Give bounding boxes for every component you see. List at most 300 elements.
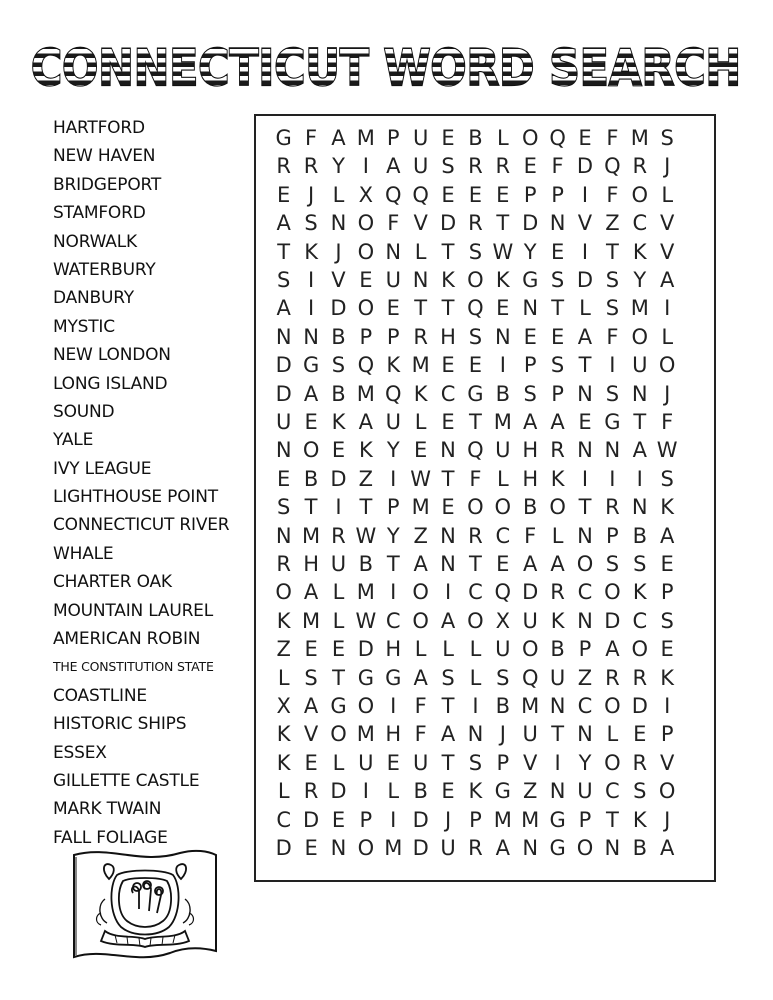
grid-letter[interactable]: E: [523, 324, 537, 349]
grid-letter[interactable]: H: [385, 722, 402, 747]
grid-letter[interactable]: G: [302, 353, 320, 378]
grid-letter[interactable]: U: [276, 410, 292, 434]
grid-letter[interactable]: U: [549, 665, 566, 690]
grid-letter[interactable]: D: [631, 694, 648, 718]
grid-letter[interactable]: L: [606, 722, 619, 747]
grid-letter[interactable]: G: [357, 665, 374, 690]
grid-letter[interactable]: E: [359, 268, 373, 292]
grid-letter[interactable]: N: [440, 523, 456, 548]
grid-letter[interactable]: B: [632, 523, 647, 548]
grid-letter[interactable]: O: [604, 694, 621, 718]
grid-letter[interactable]: E: [496, 296, 510, 321]
grid-letter[interactable]: U: [385, 268, 401, 292]
grid-letter[interactable]: K: [660, 495, 675, 520]
grid-letter[interactable]: K: [550, 608, 565, 633]
grid-letter[interactable]: O: [494, 495, 512, 520]
grid-letter[interactable]: O: [631, 182, 649, 207]
grid-letter[interactable]: O: [467, 495, 484, 520]
grid-letter[interactable]: M: [493, 807, 512, 832]
grid-letter[interactable]: X: [495, 608, 511, 633]
grid-letter[interactable]: L: [551, 523, 564, 548]
grid-letter[interactable]: E: [331, 637, 346, 662]
grid-letter[interactable]: C: [385, 608, 401, 633]
grid-letter[interactable]: V: [577, 211, 593, 236]
grid-letter[interactable]: I: [390, 807, 397, 832]
grid-letter[interactable]: O: [467, 268, 484, 292]
grid-letter[interactable]: D: [522, 580, 539, 605]
grid-letter[interactable]: E: [304, 836, 318, 860]
grid-letter[interactable]: P: [386, 324, 400, 349]
grid-letter[interactable]: F: [305, 126, 318, 150]
grid-letter[interactable]: L: [661, 324, 674, 349]
grid-letter[interactable]: S: [550, 268, 565, 292]
grid-letter[interactable]: W: [656, 438, 678, 463]
grid-letter[interactable]: A: [550, 552, 565, 576]
grid-letter[interactable]: T: [332, 665, 345, 690]
grid-letter[interactable]: T: [551, 722, 565, 747]
grid-letter[interactable]: S: [605, 552, 620, 576]
grid-letter[interactable]: B: [550, 637, 565, 662]
grid-letter[interactable]: I: [609, 466, 616, 491]
grid-letter[interactable]: F: [387, 211, 400, 236]
grid-letter[interactable]: J: [499, 722, 506, 747]
grid-letter[interactable]: Z: [276, 637, 291, 662]
grid-letter[interactable]: K: [276, 722, 291, 747]
grid-letter[interactable]: B: [358, 552, 374, 576]
grid-letter[interactable]: P: [523, 182, 537, 207]
grid-letter[interactable]: S: [660, 126, 674, 150]
grid-letter[interactable]: I: [581, 239, 589, 264]
grid-letter[interactable]: W: [492, 239, 514, 264]
grid-letter[interactable]: I: [390, 694, 397, 718]
grid-letter[interactable]: A: [659, 836, 675, 860]
grid-letter[interactable]: S: [605, 381, 620, 406]
grid-letter[interactable]: V: [303, 722, 319, 747]
grid-letter[interactable]: L: [332, 608, 345, 633]
grid-letter[interactable]: P: [660, 580, 674, 605]
grid-letter[interactable]: C: [577, 580, 593, 605]
grid-letter[interactable]: F: [606, 324, 619, 349]
grid-letter[interactable]: A: [605, 637, 620, 662]
grid-letter[interactable]: X: [276, 694, 291, 718]
grid-letter[interactable]: N: [522, 296, 539, 321]
grid-letter[interactable]: D: [330, 779, 347, 804]
grid-letter[interactable]: T: [441, 750, 455, 775]
grid-letter[interactable]: W: [355, 608, 377, 633]
grid-letter[interactable]: E: [304, 750, 318, 775]
grid-letter[interactable]: N: [330, 836, 347, 860]
grid-letter[interactable]: O: [521, 637, 539, 662]
grid-letter[interactable]: R: [632, 154, 648, 179]
grid-letter[interactable]: S: [277, 495, 291, 520]
grid-letter[interactable]: N: [412, 268, 429, 292]
grid-letter[interactable]: G: [275, 126, 292, 150]
grid-letter[interactable]: Y: [386, 523, 400, 548]
grid-letter[interactable]: U: [358, 750, 374, 775]
grid-letter[interactable]: A: [632, 438, 647, 463]
grid-letter[interactable]: T: [386, 552, 400, 576]
grid-letter[interactable]: L: [661, 182, 674, 207]
grid-letter[interactable]: O: [412, 608, 429, 633]
grid-letter[interactable]: D: [604, 608, 621, 633]
grid-letter[interactable]: D: [412, 807, 429, 832]
grid-letter[interactable]: Q: [549, 126, 566, 150]
grid-letter[interactable]: L: [496, 466, 509, 491]
grid-letter[interactable]: E: [578, 126, 592, 150]
grid-letter[interactable]: A: [331, 126, 346, 150]
grid-letter[interactable]: Z: [523, 779, 538, 804]
grid-letter[interactable]: D: [275, 381, 292, 406]
grid-letter[interactable]: A: [523, 552, 538, 576]
grid-letter[interactable]: E: [496, 182, 510, 207]
grid-letter[interactable]: J: [664, 154, 671, 179]
grid-letter[interactable]: S: [304, 211, 318, 236]
grid-letter[interactable]: O: [330, 722, 347, 747]
grid-letter[interactable]: T: [551, 296, 565, 321]
grid-letter[interactable]: E: [550, 324, 565, 349]
grid-letter[interactable]: M: [521, 807, 540, 832]
grid-letter[interactable]: V: [523, 750, 538, 775]
grid-letter[interactable]: E: [441, 126, 455, 150]
grid-letter[interactable]: R: [413, 324, 428, 349]
grid-letter[interactable]: R: [605, 495, 620, 520]
grid-letter[interactable]: T: [441, 239, 455, 264]
grid-letter[interactable]: E: [386, 750, 400, 775]
grid-letter[interactable]: C: [632, 211, 648, 236]
grid-letter[interactable]: S: [331, 353, 346, 378]
grid-letter[interactable]: N: [440, 438, 456, 463]
grid-letter[interactable]: D: [439, 211, 457, 236]
grid-letter[interactable]: N: [577, 608, 593, 633]
grid-letter[interactable]: A: [386, 154, 401, 179]
grid-letter[interactable]: K: [276, 750, 291, 775]
grid-letter[interactable]: L: [414, 239, 427, 264]
grid-letter[interactable]: N: [549, 211, 566, 236]
grid-letter[interactable]: O: [302, 438, 320, 463]
grid-letter[interactable]: U: [632, 353, 648, 378]
grid-letter[interactable]: U: [440, 836, 456, 860]
grid-letter[interactable]: O: [576, 552, 594, 576]
grid-letter[interactable]: O: [658, 353, 676, 378]
grid-letter[interactable]: G: [494, 779, 511, 804]
grid-letter[interactable]: O: [576, 836, 594, 860]
grid-letter[interactable]: N: [494, 324, 511, 349]
grid-letter[interactable]: U: [385, 410, 401, 434]
grid-letter[interactable]: T: [605, 239, 619, 264]
grid-letter[interactable]: I: [335, 495, 342, 520]
grid-letter[interactable]: C: [605, 779, 620, 804]
grid-letter[interactable]: V: [659, 211, 675, 236]
grid-letter[interactable]: S: [605, 268, 620, 292]
grid-letter[interactable]: B: [303, 466, 319, 491]
grid-letter[interactable]: O: [549, 495, 566, 520]
grid-letter[interactable]: E: [496, 552, 510, 576]
grid-letter[interactable]: E: [578, 410, 592, 434]
grid-letter[interactable]: I: [362, 779, 369, 804]
grid-letter[interactable]: O: [275, 580, 292, 605]
grid-letter[interactable]: S: [633, 552, 647, 576]
grid-letter[interactable]: A: [659, 268, 675, 292]
grid-letter[interactable]: T: [441, 694, 455, 718]
grid-letter[interactable]: I: [664, 296, 671, 321]
grid-letter[interactable]: R: [303, 779, 319, 804]
grid-letter[interactable]: D: [357, 637, 374, 662]
grid-letter[interactable]: K: [632, 580, 647, 605]
grid-letter[interactable]: L: [469, 665, 482, 690]
grid-letter[interactable]: R: [605, 665, 620, 690]
grid-letter[interactable]: N: [604, 438, 621, 463]
grid-letter[interactable]: A: [495, 836, 510, 860]
grid-letter[interactable]: O: [467, 608, 484, 633]
grid-letter[interactable]: N: [631, 495, 648, 520]
grid-letter[interactable]: L: [332, 182, 345, 207]
grid-letter[interactable]: K: [660, 665, 675, 690]
grid-letter[interactable]: G: [385, 665, 402, 690]
grid-letter[interactable]: P: [386, 495, 400, 520]
grid-letter[interactable]: I: [499, 353, 506, 378]
grid-letter[interactable]: S: [304, 665, 318, 690]
grid-letter[interactable]: H: [522, 438, 539, 463]
grid-letter[interactable]: M: [521, 694, 540, 718]
grid-letter[interactable]: L: [579, 296, 591, 321]
grid-letter[interactable]: L: [277, 779, 290, 804]
grid-letter[interactable]: M: [302, 523, 321, 548]
grid-letter[interactable]: L: [277, 665, 290, 690]
grid-letter[interactable]: D: [275, 353, 292, 378]
grid-letter[interactable]: O: [631, 324, 649, 349]
grid-letter[interactable]: I: [664, 694, 671, 718]
grid-letter[interactable]: A: [303, 381, 319, 406]
grid-letter[interactable]: H: [385, 637, 402, 662]
grid-letter[interactable]: S: [605, 296, 620, 321]
grid-letter[interactable]: T: [469, 410, 482, 434]
grid-letter[interactable]: P: [578, 807, 592, 832]
grid-letter[interactable]: A: [659, 523, 675, 548]
grid-letter[interactable]: Q: [467, 296, 484, 321]
grid-letter[interactable]: P: [660, 722, 674, 747]
grid-letter[interactable]: A: [358, 410, 374, 434]
grid-letter[interactable]: R: [495, 154, 511, 179]
grid-letter[interactable]: R: [276, 552, 291, 576]
grid-letter[interactable]: S: [660, 466, 674, 491]
grid-letter[interactable]: K: [413, 381, 428, 406]
grid-letter[interactable]: G: [467, 381, 484, 406]
grid-letter[interactable]: A: [440, 608, 456, 633]
grid-letter[interactable]: U: [495, 438, 511, 463]
grid-letter[interactable]: R: [468, 523, 483, 548]
grid-letter[interactable]: S: [660, 608, 674, 633]
grid-letter[interactable]: K: [550, 466, 565, 491]
grid-letter[interactable]: U: [495, 637, 511, 662]
grid-letter[interactable]: D: [576, 268, 594, 292]
grid-letter[interactable]: T: [469, 552, 482, 576]
grid-letter[interactable]: L: [442, 637, 454, 662]
grid-letter[interactable]: T: [496, 211, 510, 236]
grid-letter[interactable]: W: [355, 523, 377, 548]
grid-letter[interactable]: S: [441, 665, 455, 690]
grid-letter[interactable]: T: [578, 495, 592, 520]
grid-letter[interactable]: T: [359, 495, 373, 520]
grid-letter[interactable]: K: [632, 807, 647, 832]
grid-letter[interactable]: N: [330, 211, 347, 236]
grid-letter[interactable]: E: [277, 466, 291, 491]
grid-letter[interactable]: N: [522, 836, 539, 860]
grid-letter[interactable]: E: [331, 438, 346, 463]
grid-letter[interactable]: A: [413, 552, 428, 576]
grid-letter[interactable]: M: [356, 580, 375, 605]
grid-letter[interactable]: S: [468, 750, 483, 775]
grid-letter[interactable]: G: [330, 694, 347, 718]
grid-letter[interactable]: R: [632, 750, 648, 775]
grid-letter[interactable]: N: [385, 239, 402, 264]
grid-letter[interactable]: N: [577, 722, 593, 747]
grid-letter[interactable]: I: [307, 268, 315, 292]
grid-letter[interactable]: Q: [357, 353, 375, 378]
grid-letter[interactable]: O: [357, 239, 375, 264]
grid-letter[interactable]: Q: [604, 154, 621, 179]
grid-letter[interactable]: L: [469, 637, 482, 662]
grid-letter[interactable]: E: [331, 807, 346, 832]
grid-letter[interactable]: Q: [384, 381, 402, 406]
grid-letter[interactable]: N: [440, 552, 456, 576]
grid-letter[interactable]: L: [387, 779, 400, 804]
grid-letter[interactable]: I: [554, 750, 561, 775]
grid-letter[interactable]: O: [658, 779, 676, 804]
grid-letter[interactable]: A: [276, 296, 291, 321]
grid-letter[interactable]: E: [441, 495, 455, 520]
grid-letter[interactable]: T: [441, 296, 455, 321]
grid-letter[interactable]: K: [632, 239, 647, 264]
grid-letter[interactable]: C: [468, 580, 483, 605]
grid-letter[interactable]: M: [356, 126, 375, 150]
grid-letter[interactable]: B: [468, 126, 483, 150]
grid-letter[interactable]: M: [356, 381, 375, 406]
grid-letter[interactable]: I: [390, 466, 397, 491]
grid-letter[interactable]: E: [550, 239, 565, 264]
grid-letter[interactable]: B: [331, 381, 346, 406]
grid-letter[interactable]: F: [414, 694, 427, 718]
grid-letter[interactable]: F: [551, 154, 564, 179]
grid-letter[interactable]: W: [410, 466, 432, 491]
grid-letter[interactable]: C: [577, 694, 593, 718]
grid-letter[interactable]: P: [469, 807, 482, 832]
grid-letter[interactable]: S: [277, 268, 291, 292]
grid-letter[interactable]: G: [604, 410, 621, 434]
grid-letter[interactable]: A: [550, 410, 565, 434]
grid-letter[interactable]: L: [414, 410, 427, 434]
grid-letter[interactable]: O: [604, 580, 621, 605]
grid-letter[interactable]: P: [359, 807, 373, 832]
grid-letter[interactable]: C: [495, 523, 511, 548]
grid-letter[interactable]: K: [495, 268, 510, 292]
grid-letter[interactable]: A: [413, 665, 428, 690]
grid-letter[interactable]: E: [441, 779, 455, 804]
grid-letter[interactable]: J: [444, 807, 452, 832]
grid-letter[interactable]: Y: [523, 239, 537, 264]
grid-letter[interactable]: S: [441, 154, 455, 179]
grid-letter[interactable]: I: [307, 296, 315, 321]
grid-letter[interactable]: J: [307, 182, 315, 207]
grid-letter[interactable]: L: [496, 126, 509, 150]
grid-letter[interactable]: U: [330, 552, 347, 576]
grid-letter[interactable]: M: [411, 353, 430, 378]
grid-letter[interactable]: Z: [413, 523, 428, 548]
grid-letter[interactable]: K: [276, 608, 291, 633]
grid-letter[interactable]: R: [632, 665, 648, 690]
grid-letter[interactable]: P: [386, 126, 400, 150]
grid-letter[interactable]: P: [551, 381, 564, 406]
grid-letter[interactable]: S: [468, 324, 483, 349]
grid-letter[interactable]: O: [631, 637, 649, 662]
grid-letter[interactable]: A: [440, 722, 456, 747]
grid-letter[interactable]: J: [664, 807, 671, 832]
grid-letter[interactable]: L: [414, 637, 427, 662]
grid-letter[interactable]: N: [549, 694, 566, 718]
grid-letter[interactable]: S: [550, 353, 565, 378]
grid-letter[interactable]: R: [468, 211, 483, 236]
grid-letter[interactable]: U: [412, 750, 429, 775]
grid-letter[interactable]: M: [384, 836, 403, 860]
grid-letter[interactable]: P: [359, 324, 373, 349]
grid-letter[interactable]: D: [303, 807, 320, 832]
grid-letter[interactable]: H: [522, 466, 539, 491]
grid-letter[interactable]: E: [304, 637, 318, 662]
grid-letter[interactable]: O: [357, 296, 375, 321]
grid-letter[interactable]: N: [577, 523, 593, 548]
grid-letter[interactable]: Z: [577, 665, 593, 690]
grid-letter[interactable]: T: [414, 296, 428, 321]
grid-letter[interactable]: M: [630, 296, 649, 321]
grid-letter[interactable]: L: [332, 750, 345, 775]
grid-letter[interactable]: I: [609, 353, 616, 378]
grid-letter[interactable]: K: [386, 353, 401, 378]
grid-letter[interactable]: N: [275, 523, 292, 548]
grid-letter[interactable]: I: [472, 694, 479, 718]
grid-letter[interactable]: N: [275, 438, 292, 463]
grid-letter[interactable]: E: [441, 182, 455, 207]
grid-letter[interactable]: E: [660, 552, 674, 576]
grid-letter[interactable]: H: [303, 552, 319, 576]
grid-letter[interactable]: E: [468, 353, 483, 378]
grid-letter[interactable]: P: [523, 353, 537, 378]
grid-letter[interactable]: V: [331, 268, 346, 292]
grid-letter[interactable]: Z: [605, 211, 620, 236]
grid-letter[interactable]: J: [664, 381, 671, 406]
grid-letter[interactable]: B: [413, 779, 428, 804]
grid-letter[interactable]: N: [577, 438, 593, 463]
grid-letter[interactable]: T: [304, 495, 318, 520]
grid-letter[interactable]: N: [303, 324, 319, 349]
grid-letter[interactable]: B: [495, 381, 511, 406]
grid-letter[interactable]: N: [275, 324, 292, 349]
grid-letter[interactable]: C: [440, 381, 456, 406]
grid-letter[interactable]: G: [549, 807, 566, 832]
grid-letter[interactable]: M: [411, 495, 430, 520]
grid-letter[interactable]: Q: [412, 182, 429, 207]
grid-letter[interactable]: N: [467, 722, 484, 747]
grid-letter[interactable]: L: [332, 580, 345, 605]
grid-letter[interactable]: M: [493, 410, 512, 434]
grid-letter[interactable]: R: [303, 154, 319, 179]
grid-letter[interactable]: B: [331, 324, 346, 349]
grid-letter[interactable]: Y: [332, 154, 345, 179]
grid-letter[interactable]: K: [468, 779, 483, 804]
grid-letter[interactable]: Y: [578, 750, 592, 775]
grid-letter[interactable]: R: [331, 523, 346, 548]
grid-letter[interactable]: B: [495, 694, 511, 718]
grid-letter[interactable]: A: [577, 324, 593, 349]
grid-letter[interactable]: N: [631, 381, 648, 406]
